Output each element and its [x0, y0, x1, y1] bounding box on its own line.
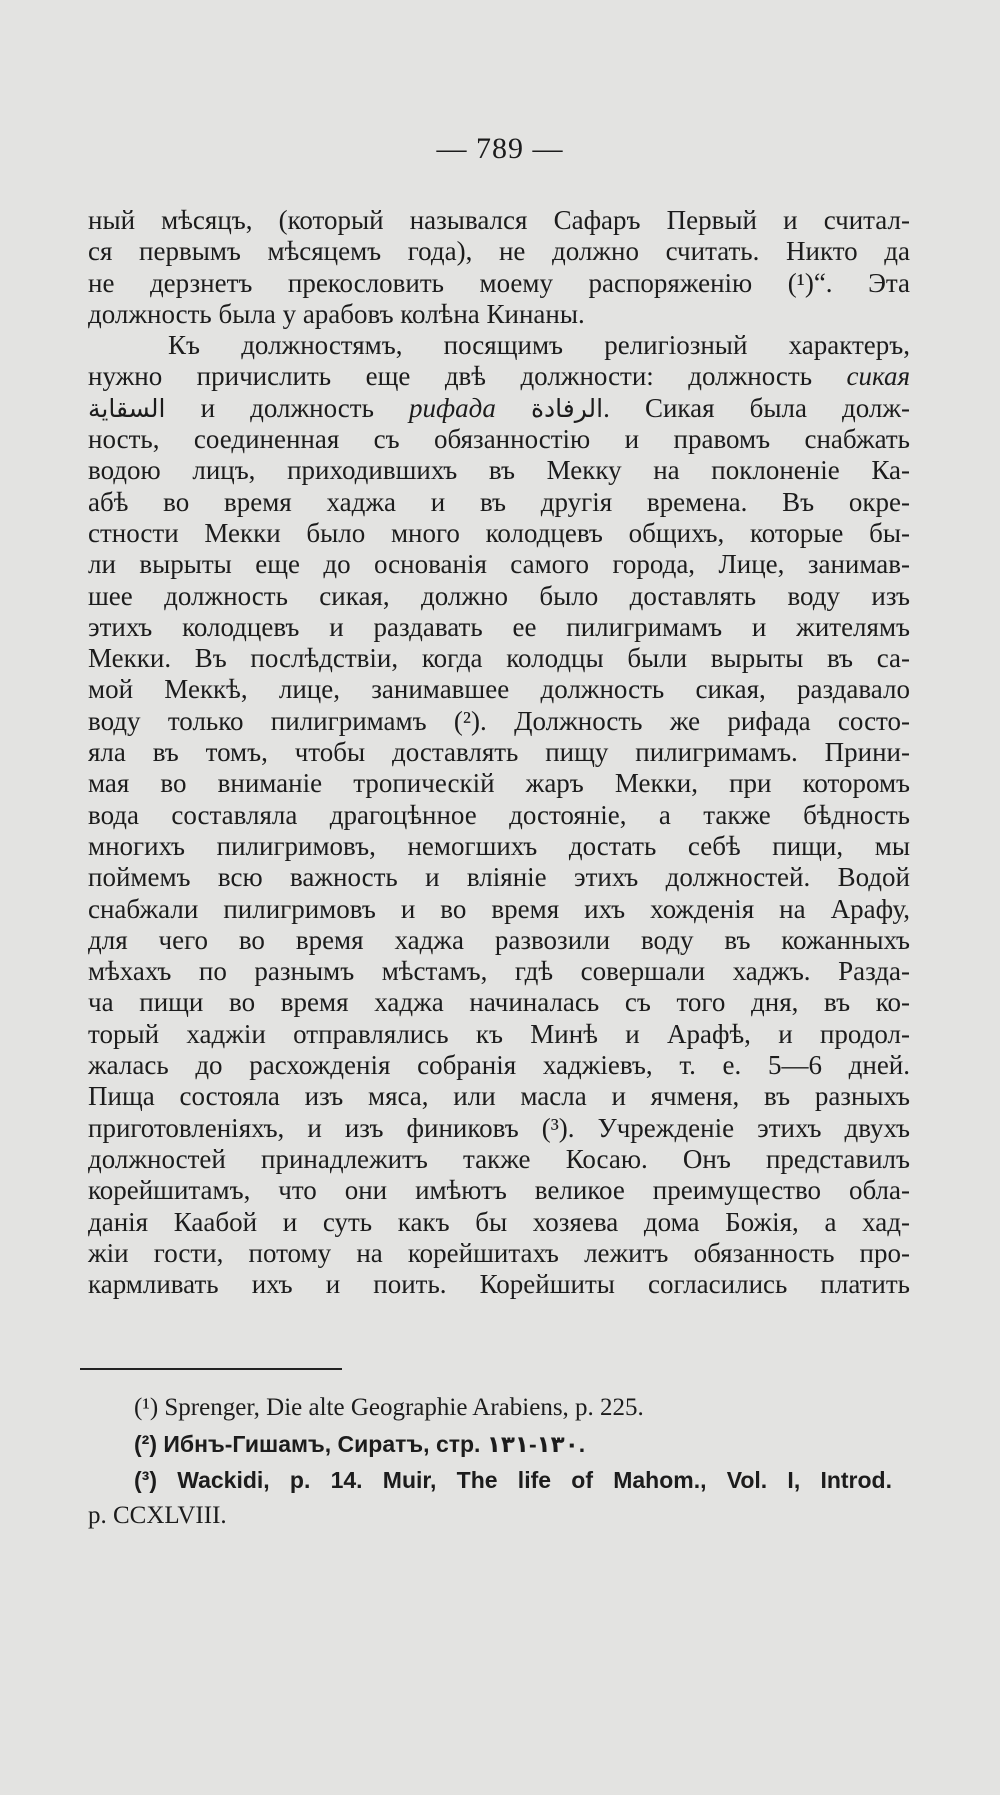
text-line: воду только пилигримамъ (²). Должность же рифада состо- [88, 705, 910, 736]
text-line: этихъ колодцевъ и раздавать ее пилигримамъ и жителямъ [88, 611, 910, 642]
text-line: Мекки. Въ послѣдствіи, когда колодцы были вырыты въ са- [88, 643, 910, 674]
text-line-with-term [88, 361, 910, 392]
text-line: не дерзнетъ прекословить моему распоряженію (¹)“. Эта [88, 267, 910, 298]
arabic-rifada: الرفادة [530, 393, 604, 423]
text-line: поймемъ всю важность и вліяніе этихъ должностей. Водой [88, 862, 910, 893]
text-line: снабжали пилигримовъ и во время ихъ хожденія на Арафу, [88, 893, 910, 924]
text-line: торый хаджіи отправлялись къ Минѣ и Арафѣ, и продол- [88, 1018, 910, 1049]
term-sikaya: сикая [846, 361, 910, 392]
text-line: водою лицъ, приходившихъ въ Мекку на поклоненіе Ка- [88, 455, 910, 486]
text-line: абѣ во время хаджа и въ другія времена. Въ окре- [88, 486, 910, 517]
main-text [88, 205, 910, 1300]
text-line: Пища состояла изъ мяса, или масла и ячменя, въ разныхъ [88, 1081, 910, 1112]
text-line-arabic [88, 393, 910, 424]
text-line: шее должность сикая, должно было доставлять воду изъ [88, 580, 910, 611]
text-fragment: Сикая была долж- [644, 392, 911, 423]
text-line: Къ должностямъ, посящимъ религіозный характеръ, [168, 330, 910, 361]
text-line: яла въ томъ, чтобы доставлять пищу пилигримамъ. Прини- [88, 737, 910, 768]
text-line: мая во вниманіе тропическій жаръ Мекки, при которомъ [88, 768, 910, 799]
text-line: для чего во время хаджа развозили воду въ кожанныхъ [88, 924, 910, 955]
text-line: жалась до расхожденія собранія хаджіевъ, т. е. 5—6 дней. [88, 1050, 910, 1081]
footnote-1: (¹) Sprenger, Die alte Geographie Arabiens, p. 225. [134, 1394, 644, 1421]
text-line: должность была у арабовъ колѣна Кинаны. [88, 298, 585, 329]
text-line: стности Мекки было много колодцевъ общихъ, которые бы- [88, 517, 910, 548]
text-line: ный мѣсяцъ, (который назывался Сафаръ Первый и считал- [88, 205, 910, 235]
text-line: корейшитамъ, что они имѣютъ великое преимущество обла- [88, 1175, 910, 1206]
text-line: вода составляла драгоцѣнное достояніе, а также бѣдность [88, 799, 910, 830]
page-number: — 789 — [436, 132, 564, 165]
text-line: жіи гости, потому на корейшитахъ лежитъ обязанность про- [88, 1237, 910, 1268]
term-rifada: рифада [409, 392, 496, 423]
text-line: многихъ пилигримовъ, немогшихъ достать себѣ пищи, мы [88, 830, 910, 861]
text-line: данія Каабой и суть какъ бы хозяева дома Божія, а хад- [88, 1206, 910, 1237]
footnote-2: (²) Ибнъ-Гишамъ, Сиратъ, стр. ١٣٠-١٣١. [134, 1431, 586, 1457]
text-line: должностей принадлежитъ также Косаю. Онъ представилъ [88, 1143, 910, 1174]
text-line: ли вырыты еще до основанія самого города, Лице, занимав- [88, 549, 910, 580]
text-line: кармливать ихъ и поить. Корейшиты согласились платить [88, 1269, 910, 1300]
footnote-3-continuation: p. CCXLVIII. [88, 1502, 227, 1529]
text-line: мѣхахъ по разнымъ мѣстамъ, гдѣ совершали хаджъ. Разда- [88, 956, 910, 987]
footnote-3: (³) Wackidi, p. 14. Muir, The life of Mahom., Vol. I, Introd. [134, 1467, 892, 1493]
text-line: ность, соединенная съ обязанностію и правомъ снабжать [88, 424, 910, 455]
footnotes [88, 1390, 910, 1534]
text-fragment: нужно причислить еще двѣ должности: должность [88, 361, 813, 392]
text-line: ся первымъ мѣсяцемъ года), не должно считать. Никто да [88, 236, 910, 267]
text-line: приготовленіяхъ, и изъ финиковъ (³). Учрежденіе этихъ двухъ [88, 1112, 910, 1143]
arabic-sikaya: السقاية [88, 393, 166, 423]
footnote-divider [80, 1368, 342, 1370]
text-line: мой Меккѣ, лице, занимавшее должность сикая, раздавало [88, 674, 910, 705]
text-fragment: и должность [200, 392, 374, 423]
text-fragment: . [603, 392, 610, 423]
text-line: ча пищи во время хаджа начиналась съ того дня, въ ко- [88, 987, 910, 1018]
